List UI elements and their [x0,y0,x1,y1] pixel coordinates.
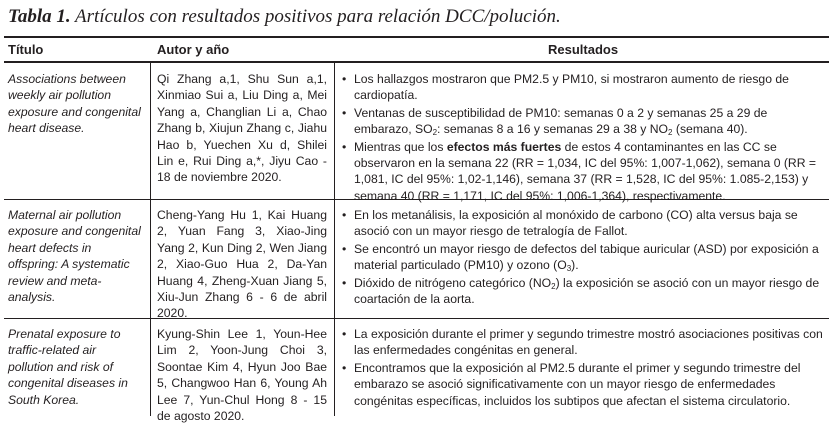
header-bottom-rule [4,61,829,63]
row-3-results [342,326,827,410]
column-divider-1 [150,62,151,416]
result-text: Mientras que los [354,139,447,154]
result-text: Encontramos que la exposición al PM2.5 durante el primer y segundo trimestre del embarazo se asoció significativamente con un mayor riesgo de enfermedades congénitas específicas, incluidos los subtipos que afectan el sistema circulatorio. [354,360,801,408]
table-top-rule [4,36,829,38]
result-text: Los hallazgos mostraron que PM2.5 y PM10, si mostraron aumento de riesgo de cardiopatía. [354,72,789,103]
result-item [342,241,827,274]
result-text: (semana 40). [672,122,748,137]
subscript: 2 [432,128,438,138]
table-label: Tabla 1. [8,6,71,27]
header-results: Resultados [548,42,619,57]
bullet-icon: • [342,241,347,256]
result-item [342,326,827,359]
row-2-authors: Cheng-Yang Hu 1, Kai Huang 2, Yuan Fang 3, Xiao-Jing Yang 2, Kun Ding 2, Wen Jiang 2, Xiao-Guo Hua 2, Da-Yan Huang 4, Zheng-Xuan Jiang 5, Xiu-Jun Zhang 6 - 6 de abril 2020. [157,208,327,321]
bullet-icon: • [342,105,347,120]
result-item [342,105,827,138]
result-text: Se encontró un mayor riesgo de defectos del tabique auricular (ASD) por exposición a material particulado (PM10) y ozono (O [354,241,819,273]
bold-text: efectos más fuertes [446,139,562,154]
column-divider-2 [334,62,335,416]
result-text: En los metanálisis, la exposición al monóxido de carbono (CO) alta versus baja se asoció con un mayor riesgo de tetralogía de Fallot. [354,208,798,239]
header-authors: Autor y año [157,42,230,57]
result-text: ). [571,258,579,273]
result-item [342,139,827,205]
bullet-icon: • [342,360,347,375]
result-text: La exposición durante el primer y segundo trimestre mostró asociaciones positivas con las enfermedades congénitas en general. [354,327,823,358]
table-caption [8,5,828,29]
result-text: ) la exposición se asoció con un mayor riesgo de coartación de la aorta. [354,275,820,307]
row-3-title: Prenatal exposure to traffic-related air pollution and risk of congenital diseases in South Korea. [8,327,128,407]
bullet-icon: • [342,139,347,154]
result-item [342,275,827,308]
result-text: Dióxido de nitrógeno categórico (NO [354,275,552,290]
subscript: 3 [566,264,572,274]
row-3-authors: Kyung-Shin Lee 1, Youn-Hee Lim 2, Yoon-Jung Choi 3, Soontae Kim 4, Hyun Joo Bae 5, Changwoo Han 6, Young Ah Lee 7, Yun-Chul Hong 8 - 15 de agosto 2020. [157,327,327,424]
result-item [342,360,827,409]
table-caption-text: Artículos con resultados positivos para relación DCC/polución. [70,6,561,27]
row-1-authors: Qi Zhang a,1, Shu Sun a,1, Xinmiao Sui a, Liu Ding a, Mei Yang a, Changlian Li a, Chao Zhang b, Xiujun Zhang c, Jiahu Hao b, Yuechen Xu d, Shilei Lin e, Rui Ding a,*, Jiyu Cao - 18 de noviembre 2020. [157,72,327,185]
bullet-icon: • [342,327,347,341]
row-divider-1 [4,199,829,200]
row-2-title: Maternal air pollution exposure and congenital heart defects in offspring: A systematic review and meta-analysis. [8,208,141,305]
result-text: : semanas 8 a 16 y semanas 29 a 38 y NO [437,122,669,137]
header-title: Título [8,42,44,57]
bullet-icon: • [342,275,347,290]
row-2-results [342,207,827,308]
subscript: 2 [551,281,556,291]
row-1-title: Associations between weekly air pollution exposure and congenital heart disease. [8,72,141,136]
row-divider-2 [4,318,829,319]
result-text: de estos 4 contaminantes en las CC se observaron en la semana 22 (RR = 1,034, IC del 95%: 1,007-1,062), semana 0 (RR = 1,081, IC del 95%: 1,02-1,146), semana 37 (RR = 1,528, IC del 95%: 1.085-2,153) y semana 40 (RR = 1,171, IC del 95%: 1,006-1,364), respectivamente. [354,139,817,203]
result-item [342,207,827,240]
bullet-icon: • [342,72,347,86]
row-1-results [342,71,827,205]
result-item [342,71,827,104]
bullet-icon: • [342,208,347,222]
subscript: 2 [668,128,673,138]
result-text: Ventanas de susceptibilidad de PM10: semanas 0 a 2 y semanas 25 a 29 de embarazo, SO [354,105,768,137]
